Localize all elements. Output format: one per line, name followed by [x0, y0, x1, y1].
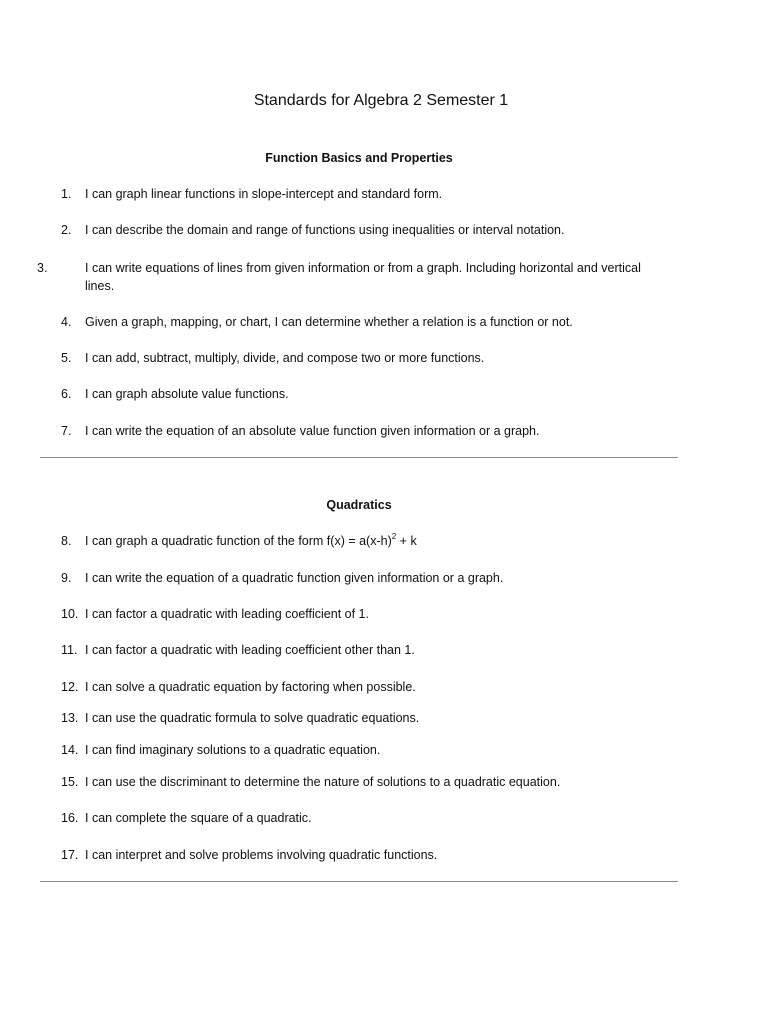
item-text: I can find imaginary solutions to a quadratic equation.	[85, 743, 381, 757]
item-number: 16.	[61, 811, 79, 825]
item-number: 9.	[61, 571, 72, 585]
item-text: I can complete the square of a quadratic.	[85, 811, 312, 825]
item-text: I can factor a quadratic with leading coefficient other than 1.	[85, 643, 415, 657]
list-item	[61, 809, 661, 827]
item-text: I can graph a quadratic function of the form f(x) = a(x-h)	[85, 534, 392, 548]
item-text: Given a graph, mapping, or chart, I can determine whether a relation is a function or not.	[85, 315, 573, 329]
list-item	[61, 221, 661, 239]
item-number: 2.	[61, 223, 72, 237]
list-item	[61, 773, 661, 791]
section-divider	[40, 881, 678, 882]
item-number: 7.	[61, 424, 72, 438]
list-item	[61, 678, 661, 696]
item-number: 6.	[61, 387, 72, 401]
list-item	[61, 846, 661, 864]
item-number: 3.	[37, 261, 48, 275]
list-item	[61, 641, 661, 659]
item-text: I can factor a quadratic with leading coefficient of 1.	[85, 607, 369, 621]
list-item	[61, 313, 661, 331]
exponent: 2	[391, 531, 397, 541]
item-text: I can describe the domain and range of functions using inequalities or interval notation.	[85, 223, 565, 237]
item-text: I can use the quadratic formula to solve quadratic equations.	[85, 711, 420, 725]
item-number: 17.	[61, 848, 79, 862]
item-number: 12.	[61, 680, 79, 694]
item-text-suffix: + k	[396, 534, 417, 548]
item-text: I can write the equation of a quadratic function given information or a graph.	[85, 571, 504, 585]
list-item	[61, 741, 661, 759]
item-text: I can write the equation of an absolute value function given information or a graph.	[85, 424, 540, 438]
list-item	[61, 185, 661, 203]
item-number: 4.	[61, 315, 72, 329]
item-text: I can add, subtract, multiply, divide, and compose two or more functions.	[85, 351, 485, 365]
list-item	[61, 422, 661, 440]
item-number: 1.	[61, 187, 72, 201]
item-number: 10.	[61, 607, 79, 621]
item-number: 11.	[61, 643, 78, 657]
item-text: I can write equations of lines from given information or from a graph. Including horizontal and vertical lines.	[85, 261, 641, 293]
item-text: I can graph linear functions in slope-intercept and standard form.	[85, 187, 443, 201]
item-number: 8.	[61, 534, 72, 548]
item-number: 5.	[61, 351, 72, 365]
item-text: I can solve a quadratic equation by factoring when possible.	[85, 680, 416, 694]
item-number: 15.	[61, 775, 79, 789]
list-item	[61, 605, 661, 623]
item-text: I can use the discriminant to determine the nature of solutions to a quadratic equation.	[85, 775, 561, 789]
page-title: Standards for Algebra 2 Semester 1	[253, 92, 509, 109]
list-item	[61, 709, 661, 727]
item-text: I can interpret and solve problems involving quadratic functions.	[85, 848, 438, 862]
section-heading-quadratics: Quadratics	[326, 498, 392, 512]
list-item	[61, 349, 661, 367]
list-item	[61, 532, 661, 550]
list-item	[61, 569, 661, 587]
item-number: 14.	[61, 743, 79, 757]
list-item	[37, 259, 665, 295]
section-heading-function-basics: Function Basics and Properties	[265, 151, 453, 165]
list-item	[61, 385, 661, 403]
item-text: I can graph absolute value functions.	[85, 387, 289, 401]
item-number: 13.	[61, 711, 79, 725]
section-divider	[40, 457, 678, 458]
